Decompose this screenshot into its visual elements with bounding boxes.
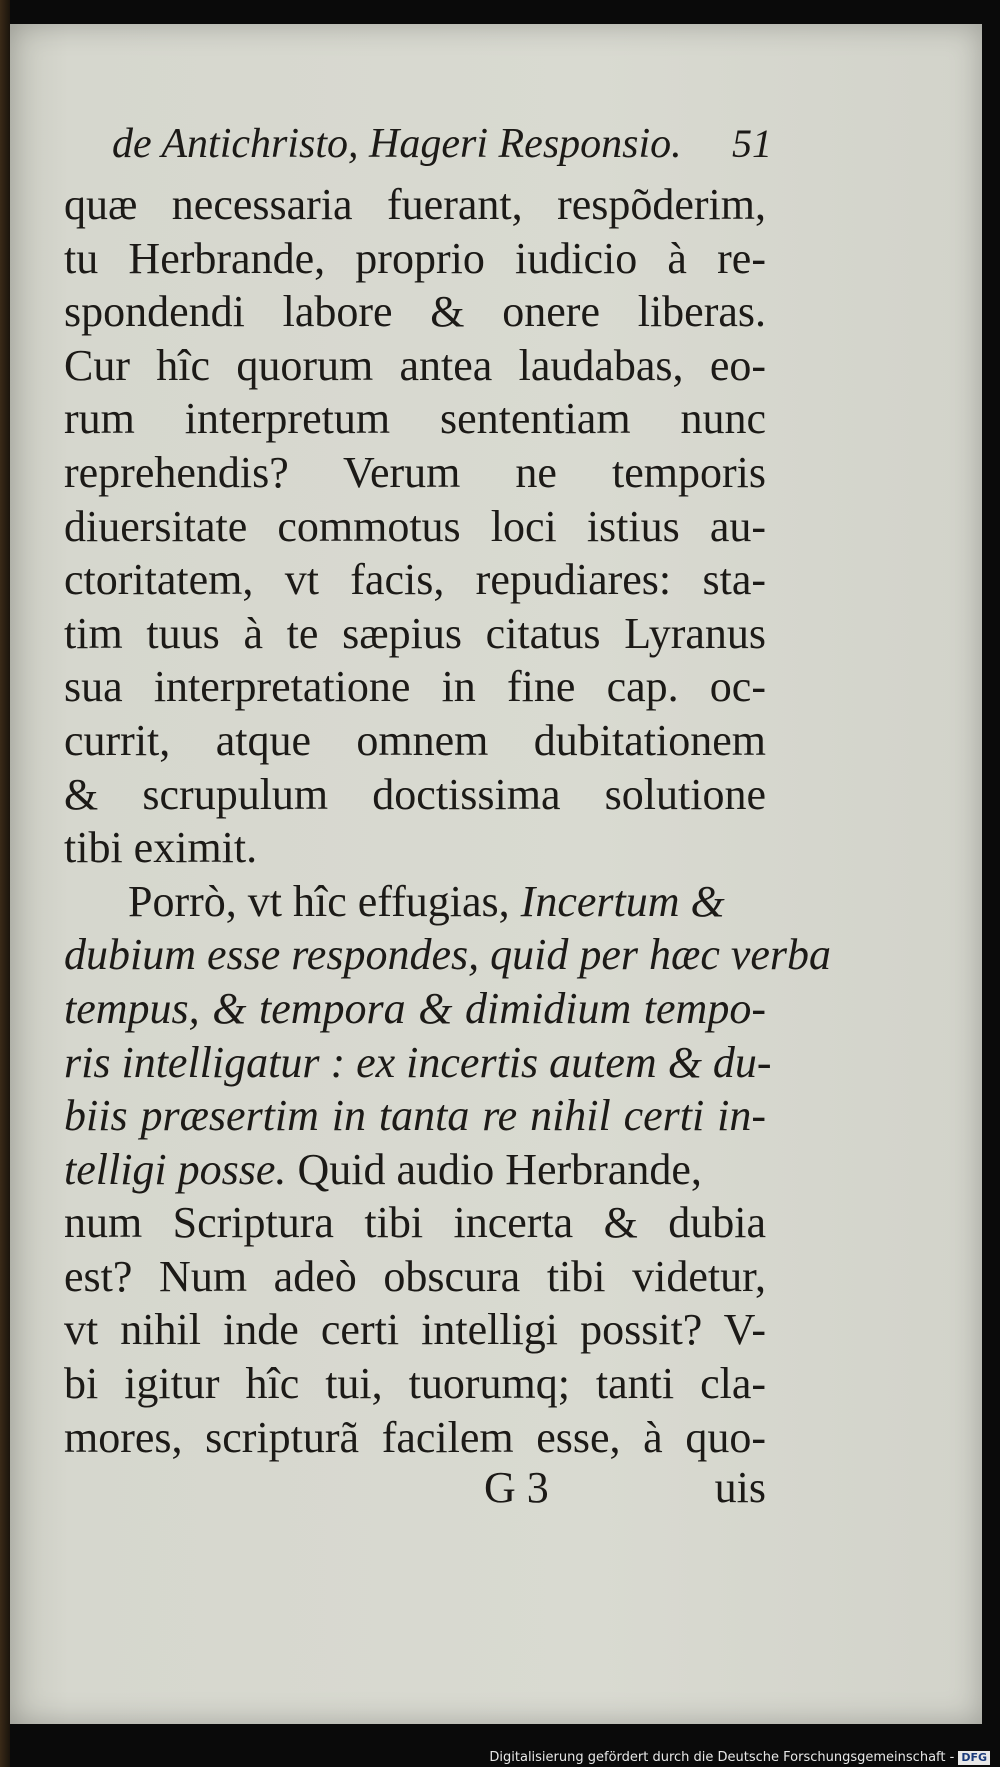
text-line: diuersitate commotus loci istius au-	[64, 501, 766, 551]
text-line: & scrupulum doctissima solutione	[64, 769, 766, 819]
catchword: uis	[714, 1463, 766, 1512]
text-line: vt nihil inde certi intelligi possit? V-	[64, 1305, 766, 1355]
text-line: num Scriptura tibi incerta & dubia	[64, 1198, 766, 1248]
text-line: mores, scripturã facilem esse, à quo-	[64, 1412, 766, 1462]
running-title: de Antichristo, Hageri Responsio.	[112, 121, 682, 167]
italic-line: dubium esse respondes, quid per hæc verba	[64, 930, 832, 980]
dfg-logo: DFG	[958, 1751, 990, 1765]
italic-line: biis præsertim in tanta re nihil certi in-	[64, 1091, 766, 1141]
text-line: ctoritatem, vt facis, repudiares: sta-	[64, 555, 766, 605]
text-line: tibi eximit.	[64, 823, 258, 873]
text-line: Cur hîc quorum antea laudabas, eo-	[64, 340, 766, 390]
italic-line: ris intelligatur : ex incertis autem & du-	[64, 1037, 772, 1087]
credit-text: Digitalisierung gefördert durch die Deutsche Forschungsgemeinschaft -	[489, 1750, 955, 1765]
paragraph-start-line	[64, 875, 766, 929]
text-line: spondendi labore & onere liberas.	[64, 287, 766, 337]
text-line: currit, atque omnem dubitationem	[64, 715, 766, 765]
page-header	[112, 120, 772, 180]
mixed-line	[64, 1143, 766, 1197]
text-line: bi igitur hîc tui, tuorumq; tanti cla-	[64, 1359, 766, 1409]
text-line: sua interpretatione in fine cap. oc-	[64, 662, 766, 712]
text-line: quæ necessaria fuerant, respõderim,	[64, 180, 766, 229]
page-footer	[64, 1462, 766, 1522]
roman-text: Quid audio Herbrande,	[286, 1144, 702, 1194]
italic-line: tempus, & tempora & dimidium tempo-	[64, 983, 766, 1033]
digitization-credit	[489, 1750, 990, 1765]
italic-text: Incertum &	[520, 876, 725, 926]
text-line: est? Num adeò obscura tibi videtur,	[64, 1251, 766, 1301]
text-line: tim tuus à te sæpius citatus Lyranus	[64, 608, 766, 658]
body-text	[64, 178, 832, 1464]
book-spine	[0, 0, 10, 1767]
roman-text: Porrò, vt hîc effugias,	[128, 876, 521, 926]
text-line: tu Herbrande, proprio iudicio à re-	[64, 233, 766, 283]
text-line: rum interpretum sententiam nunc	[64, 394, 766, 444]
page-number: 51	[732, 121, 772, 166]
signature-mark: G 3	[484, 1463, 549, 1512]
text-line: reprehendis? Verum ne temporis	[64, 447, 766, 497]
italic-text: telligi posse.	[64, 1144, 287, 1194]
